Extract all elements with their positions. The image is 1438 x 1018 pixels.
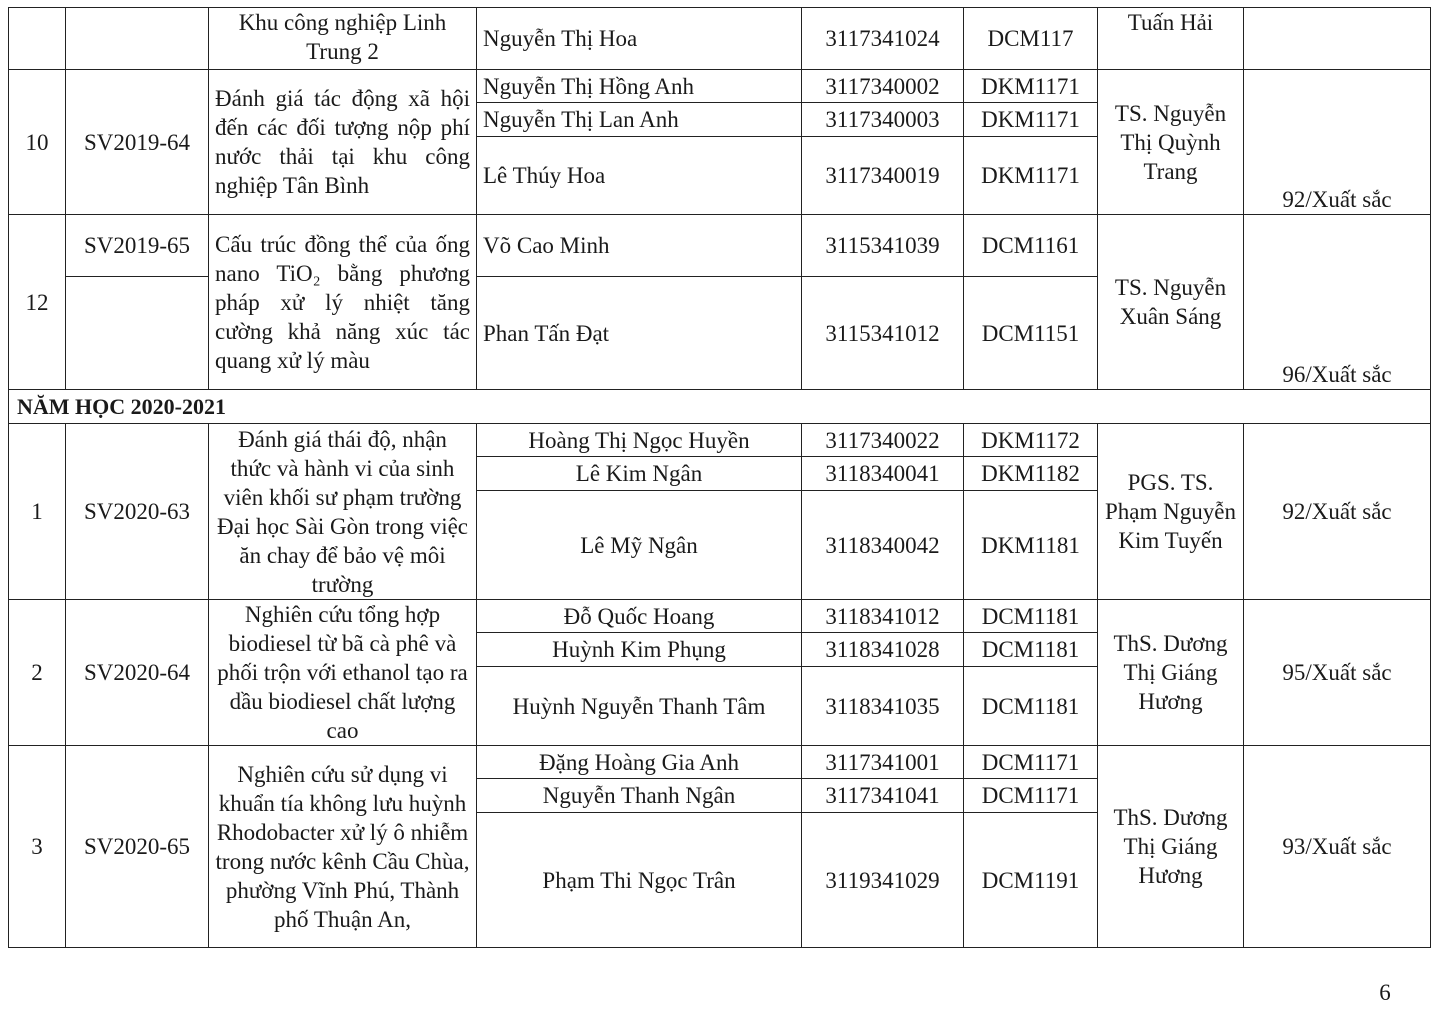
result-cell: 96/Xuất sắc (1244, 215, 1431, 390)
student-id-cell: 3117341001 (802, 746, 964, 779)
stt-cell: 2 (9, 600, 66, 746)
student-id-cell: 3118340041 (802, 457, 964, 491)
advisor-cell: PGS. TS. Phạm Nguyễn Kim Tuyến (1098, 424, 1244, 600)
advisor-cell: ThS. Dương Thị Giáng Hương (1098, 746, 1244, 948)
class-cell: DKM1172 (964, 424, 1098, 457)
stt-cell: 12 (9, 215, 66, 390)
student-name-cell: Nguyễn Thị Hoa (477, 8, 802, 70)
advisor-cell: Tuấn Hải (1098, 8, 1244, 70)
code-cell: SV2019-65 (66, 215, 209, 277)
student-id-cell: 3117340022 (802, 424, 964, 457)
student-id-cell: 3118341028 (802, 633, 964, 667)
student-name-cell: Lê Thúy Hoa (477, 137, 802, 215)
student-id-cell: 3117340019 (802, 137, 964, 215)
class-cell: DCM1181 (964, 633, 1098, 667)
student-id-cell: 3119341029 (802, 813, 964, 948)
class-cell: DCM1161 (964, 215, 1098, 277)
stt-cell: 3 (9, 746, 66, 948)
student-name-cell: Nguyễn Thanh Ngân (477, 779, 802, 813)
student-name-cell: Đặng Hoàng Gia Anh (477, 746, 802, 779)
class-cell: DKM1171 (964, 137, 1098, 215)
student-id-cell: 3117341024 (802, 8, 964, 70)
student-name-cell: Huỳnh Kim Phụng (477, 633, 802, 667)
student-id-cell: 3117340003 (802, 103, 964, 137)
student-name-cell: Võ Cao Minh (477, 215, 802, 277)
code-cell (66, 8, 209, 70)
table-row (9, 8, 1431, 70)
code-cell: SV2019-64 (66, 70, 209, 215)
topic-cell: Nghiên cứu tổng hợp biodiesel từ bã cà phê và phối trộn với ethanol tạo ra dầu biodiesel chất lượng cao (209, 600, 477, 746)
advisor-cell: TS. Nguyễn Xuân Sáng (1098, 215, 1244, 390)
research-projects-table (8, 7, 1431, 948)
table-row (9, 70, 1431, 103)
student-name-cell: Nguyễn Thị Hồng Anh (477, 70, 802, 103)
result-cell: 93/Xuất sắc (1244, 746, 1431, 948)
topic-cell: Đánh giá thái độ, nhận thức và hành vi của sinh viên khối sư phạm trường Đại học Sài Gòn trong việc ăn chay để bảo vệ môi trường (209, 424, 477, 600)
student-id-cell: 3117340002 (802, 70, 964, 103)
table-row (9, 424, 1431, 457)
class-cell: DCM117 (964, 8, 1098, 70)
class-cell: DCM1151 (964, 277, 1098, 390)
table-row (9, 215, 1431, 277)
table-row (9, 746, 1431, 779)
student-id-cell: 3115341039 (802, 215, 964, 277)
stt-cell: 1 (9, 424, 66, 600)
class-cell: DKM1171 (964, 103, 1098, 137)
class-cell: DCM1181 (964, 600, 1098, 633)
student-id-cell: 3118340042 (802, 491, 964, 600)
student-name-cell: Lê Mỹ Ngân (477, 491, 802, 600)
page-number: 6 (1379, 980, 1391, 1005)
student-name-cell: Đỗ Quốc Hoang (477, 600, 802, 633)
student-name-cell: Phạm Thi Ngọc Trân (477, 813, 802, 948)
class-cell: DKM1181 (964, 491, 1098, 600)
table-row (9, 600, 1431, 633)
section-row (9, 390, 1431, 424)
topic-cell: Cấu trúc đồng thể của ống nano TiO₂ bằng phương pháp xử lý nhiệt tăng cường khả năng xúc tác quang xử lý màu (209, 215, 477, 390)
class-cell: DCM1191 (964, 813, 1098, 948)
stt-cell: 10 (9, 70, 66, 215)
student-id-cell: 3118341035 (802, 667, 964, 746)
class-cell: DCM1181 (964, 667, 1098, 746)
result-cell: 95/Xuất sắc (1244, 600, 1431, 746)
stt-cell (9, 8, 66, 70)
class-cell: DCM1171 (964, 779, 1098, 813)
student-name-cell: Nguyễn Thị Lan Anh (477, 103, 802, 137)
student-id-cell: 3117341041 (802, 779, 964, 813)
code-cell: SV2020-64 (66, 600, 209, 746)
student-id-cell: 3118341012 (802, 600, 964, 633)
class-cell: DKM1171 (964, 70, 1098, 103)
topic-cell: Khu công nghiệp Linh Trung 2 (209, 8, 477, 70)
result-cell: 92/Xuất sắc (1244, 424, 1431, 600)
student-name-cell: Lê Kim Ngân (477, 457, 802, 491)
code-cell: SV2020-63 (66, 424, 209, 600)
class-cell: DKM1182 (964, 457, 1098, 491)
student-name-cell: Phan Tấn Đạt (477, 277, 802, 390)
topic-cell: Nghiên cứu sử dụng vi khuẩn tía không lưu huỳnh Rhodobacter xử lý ô nhiễm trong nước kênh Cầu Chùa, phường Vĩnh Phú, Thành phố Thuận An, (209, 746, 477, 948)
result-cell (1244, 8, 1431, 70)
student-id-cell: 3115341012 (802, 277, 964, 390)
section-title: NĂM HỌC 2020-2021 (9, 390, 1431, 424)
advisor-cell: TS. Nguyễn Thị Quỳnh Trang (1098, 70, 1244, 215)
class-cell: DCM1171 (964, 746, 1098, 779)
advisor-cell: ThS. Dương Thị Giáng Hương (1098, 600, 1244, 746)
student-name-cell: Hoàng Thị Ngọc Huyền (477, 424, 802, 457)
code-cell: SV2020-65 (66, 746, 209, 948)
result-cell: 92/Xuất sắc (1244, 70, 1431, 215)
code-cell-empty (66, 277, 209, 390)
student-name-cell: Huỳnh Nguyễn Thanh Tâm (477, 667, 802, 746)
topic-cell: Đánh giá tác động xã hội đến các đối tượng nộp phí nước thải tại khu công nghiệp Tân Bình (209, 70, 477, 215)
